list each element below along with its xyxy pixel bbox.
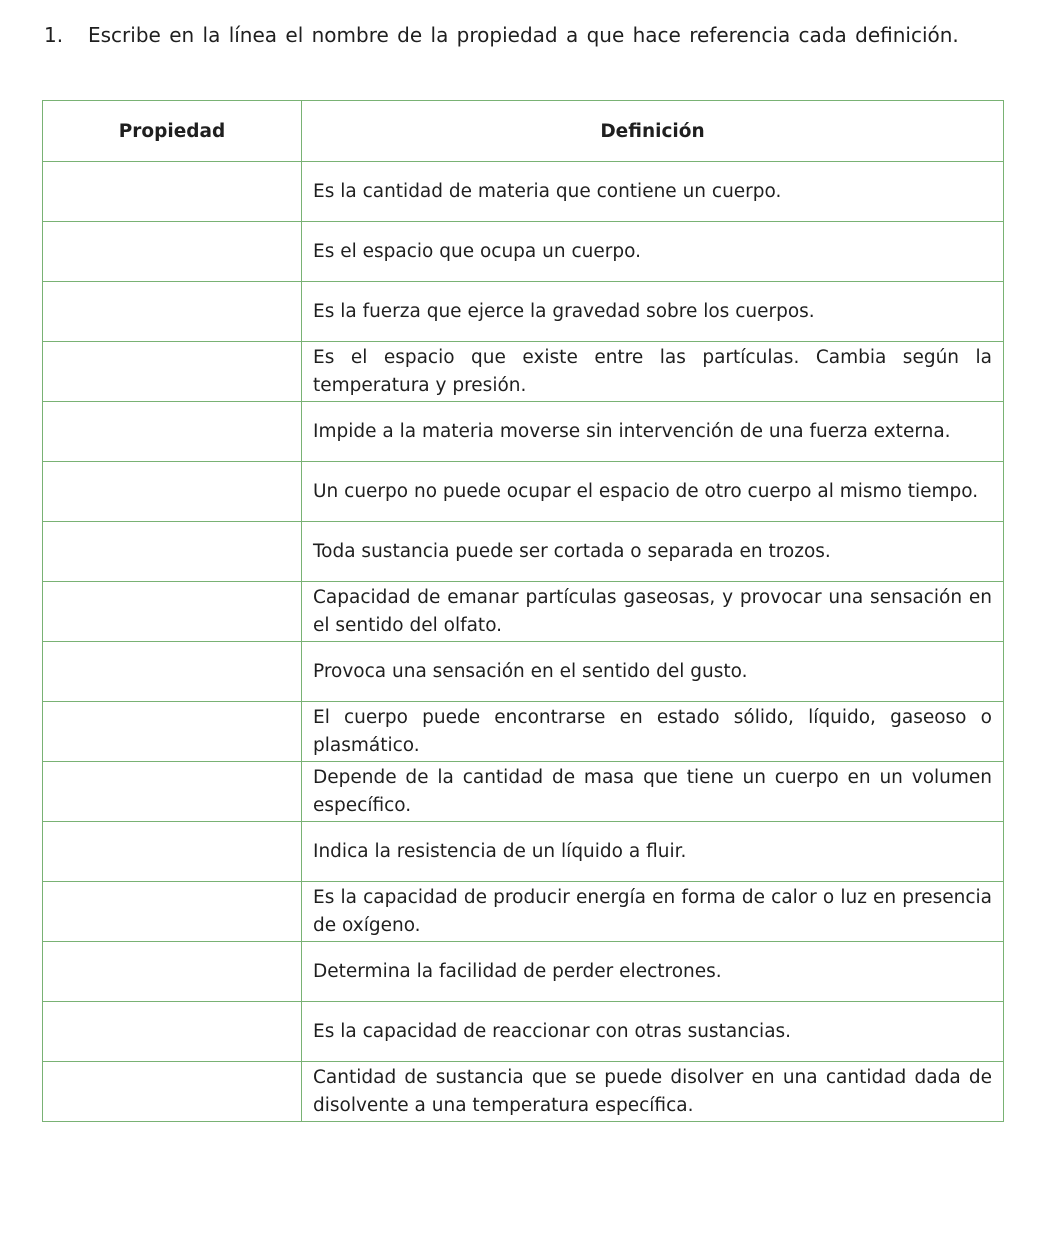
definition-cell: Es la cantidad de materia que contiene un cuerpo.	[302, 162, 1004, 222]
property-answer-cell[interactable]	[43, 282, 302, 342]
definition-cell: Es la capacidad de reaccionar con otras sustancias.	[302, 1002, 1004, 1062]
definition-cell: El cuerpo puede encontrarse en estado sólido, líquido, gaseoso o plasmático.	[302, 702, 1004, 762]
definition-cell: Capacidad de emanar partículas gaseosas, y provocar una sensación en el sentido del olfato.	[302, 582, 1004, 642]
property-answer-cell[interactable]	[43, 642, 302, 702]
table-row	[43, 822, 1004, 882]
definition-cell: Es el espacio que ocupa un cuerpo.	[302, 222, 1004, 282]
property-answer-cell[interactable]	[43, 582, 302, 642]
table-row	[43, 582, 1004, 642]
property-answer-cell[interactable]	[43, 762, 302, 822]
property-answer-cell[interactable]	[43, 462, 302, 522]
table-row	[43, 642, 1004, 702]
table-body	[43, 162, 1004, 1122]
property-answer-cell[interactable]	[43, 522, 302, 582]
table-row	[43, 162, 1004, 222]
properties-table	[42, 100, 1004, 1122]
definition-cell: Impide a la materia moverse sin intervención de una fuerza externa.	[302, 402, 1004, 462]
table-row	[43, 222, 1004, 282]
table-row	[43, 462, 1004, 522]
header-definition: Definición	[302, 101, 1004, 162]
definition-cell: Es la capacidad de producir energía en forma de calor o luz en presencia de oxígeno.	[302, 882, 1004, 942]
definition-cell: Indica la resistencia de un líquido a fluir.	[302, 822, 1004, 882]
definition-cell: Depende de la cantidad de masa que tiene un cuerpo en un volumen específico.	[302, 762, 1004, 822]
table-row	[43, 1062, 1004, 1122]
table-row	[43, 882, 1004, 942]
definition-cell: Es el espacio que existe entre las partículas. Cambia según la temperatura y presión.	[302, 342, 1004, 402]
table-row	[43, 522, 1004, 582]
property-answer-cell[interactable]	[43, 702, 302, 762]
property-answer-cell[interactable]	[43, 882, 302, 942]
definition-cell: Provoca una sensación en el sentido del gusto.	[302, 642, 1004, 702]
property-answer-cell[interactable]	[43, 342, 302, 402]
instruction-text: Escribe en la línea el nombre de la propiedad a que hace referencia cada definición.	[88, 23, 959, 47]
definition-cell: Toda sustancia puede ser cortada o separada en trozos.	[302, 522, 1004, 582]
table-row	[43, 1002, 1004, 1062]
property-answer-cell[interactable]	[43, 402, 302, 462]
table-row	[43, 402, 1004, 462]
table-row	[43, 702, 1004, 762]
table-row	[43, 342, 1004, 402]
instruction	[44, 20, 994, 51]
property-answer-cell[interactable]	[43, 1062, 302, 1122]
table-row	[43, 942, 1004, 1002]
definition-cell: Es la fuerza que ejerce la gravedad sobre los cuerpos.	[302, 282, 1004, 342]
definition-cell: Un cuerpo no puede ocupar el espacio de otro cuerpo al mismo tiempo.	[302, 462, 1004, 522]
property-answer-cell[interactable]	[43, 942, 302, 1002]
instruction-number: 1.	[44, 23, 64, 47]
property-answer-cell[interactable]	[43, 162, 302, 222]
property-answer-cell[interactable]	[43, 822, 302, 882]
table-header-row	[43, 101, 1004, 162]
property-answer-cell[interactable]	[43, 1002, 302, 1062]
definition-cell: Determina la facilidad de perder electrones.	[302, 942, 1004, 1002]
property-answer-cell[interactable]	[43, 222, 302, 282]
header-property: Propiedad	[43, 101, 302, 162]
table-row	[43, 762, 1004, 822]
table-row	[43, 282, 1004, 342]
definition-cell: Cantidad de sustancia que se puede disolver en una cantidad dada de disolvente a una temperatura específica.	[302, 1062, 1004, 1122]
